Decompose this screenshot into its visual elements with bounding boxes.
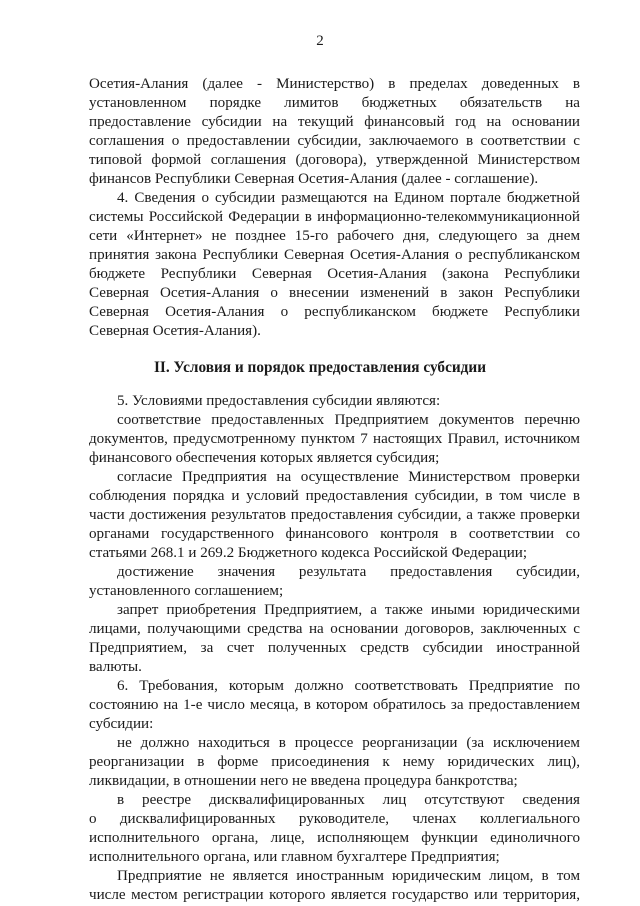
text-line: запрет приобретения Предприятием, а также иными юридическими [117,602,580,618]
text-line: Предприятие не является иностранным юридическим лицом, в том [117,868,580,884]
text-line: Северная Осетия-Алания). [89,323,261,339]
text-line: в реестре дисквалифицированных лиц отсутствуют сведения [117,792,580,808]
text-line: системы Российской Федерации в информационно-телекоммуникационной [89,209,580,225]
text-line: принятия закона Республики Северная Осетия-Алания о республиканском [89,247,580,263]
text-line: не должно находиться в процессе реорганизации (за исключением [117,735,580,751]
text-line: бюджете Республики Северная Осетия-Алания (закона Республики [89,266,580,282]
text-line: о дисквалифицированных руководителе, членах коллегиального [89,811,580,827]
text-line: типовой формой соглашения (договора), утвержденной Министерством [89,152,580,168]
section-heading: II. Условия и порядок предоставления субсидии [153,359,487,376]
text-line: статьями 268.1 и 269.2 Бюджетного кодекса Российской Федерации; [89,545,528,561]
text-line: лицами, получающими средства на основании договоров, заключенных с [89,621,580,637]
text-line: сети «Интернет» не позднее 15-го рабочего дня, следующего за днем [89,228,580,244]
text-line: финансов Республики Северная Осетия-Алания (далее - соглашение). [89,171,539,187]
text-line: числе местом регистрации которого является государство или территория, [89,887,580,903]
text-line: финансового обеспечения которых является субсидия; [89,450,440,466]
text-line: соответствие предоставленных Предприятием документов перечню [117,412,580,428]
text-line: исполнительного органа, или главном бухгалтере Предприятия; [89,849,500,865]
text-line: согласие Предприятия на осуществление Министерством проверки [117,469,580,485]
text-line: 6. Требования, которым должно соответствовать Предприятие по [117,678,580,694]
text-line: реорганизации в форме присоединения к нему юридических лиц), [89,754,580,770]
text-line: части достижения результатов предоставления субсидии, а также проверки [89,507,580,523]
text-line: 4. Сведения о субсидии размещаются на Едином портале бюджетной [117,190,580,206]
text-line: соглашения о предоставлении субсидии, заключаемого в соответствии с [89,133,580,149]
text-line: органами государственного финансового контроля в соответствии со [89,526,580,542]
text-line: Предприятием, за счет полученных средств субсидии иностранной [89,640,580,656]
text-line: субсидии: [89,716,154,732]
text-line: ликвидации, в отношении него не введена процедура банкротства; [89,773,518,789]
text-line: предоставление субсидии на текущий финансовый год на основании [89,114,580,130]
text-line: документов, предусмотренному пунктом 7 настоящих Правил, источником [89,431,580,447]
text-line: валюты. [89,659,142,675]
text-line: 5. Условиями предоставления субсидии являются: [117,393,441,409]
text-line: Северная Осетия-Алания о республиканском бюджете Республики [89,304,580,320]
text-line: Осетия-Алания (далее - Министерство) в пределах доведенных в [89,76,580,92]
text-line: установленного соглашением; [89,583,284,599]
text-line: соблюдения порядка и условий предоставления субсидии, в том числе в [89,488,580,504]
text-line: Северная Осетия-Алания о внесении изменений в закон Республики [89,285,580,301]
text-line: достижение значения результата предоставления субсидии, [117,564,580,580]
text-line: установленном порядке лимитов бюджетных обязательств на [89,95,580,111]
page-number: 2 [316,33,324,49]
text-line: исполнительного органа, лице, исполняющем функции единоличного [89,830,580,846]
text-line: состоянию на 1-е число месяца, в котором обратилось за предоставлением [89,697,580,713]
